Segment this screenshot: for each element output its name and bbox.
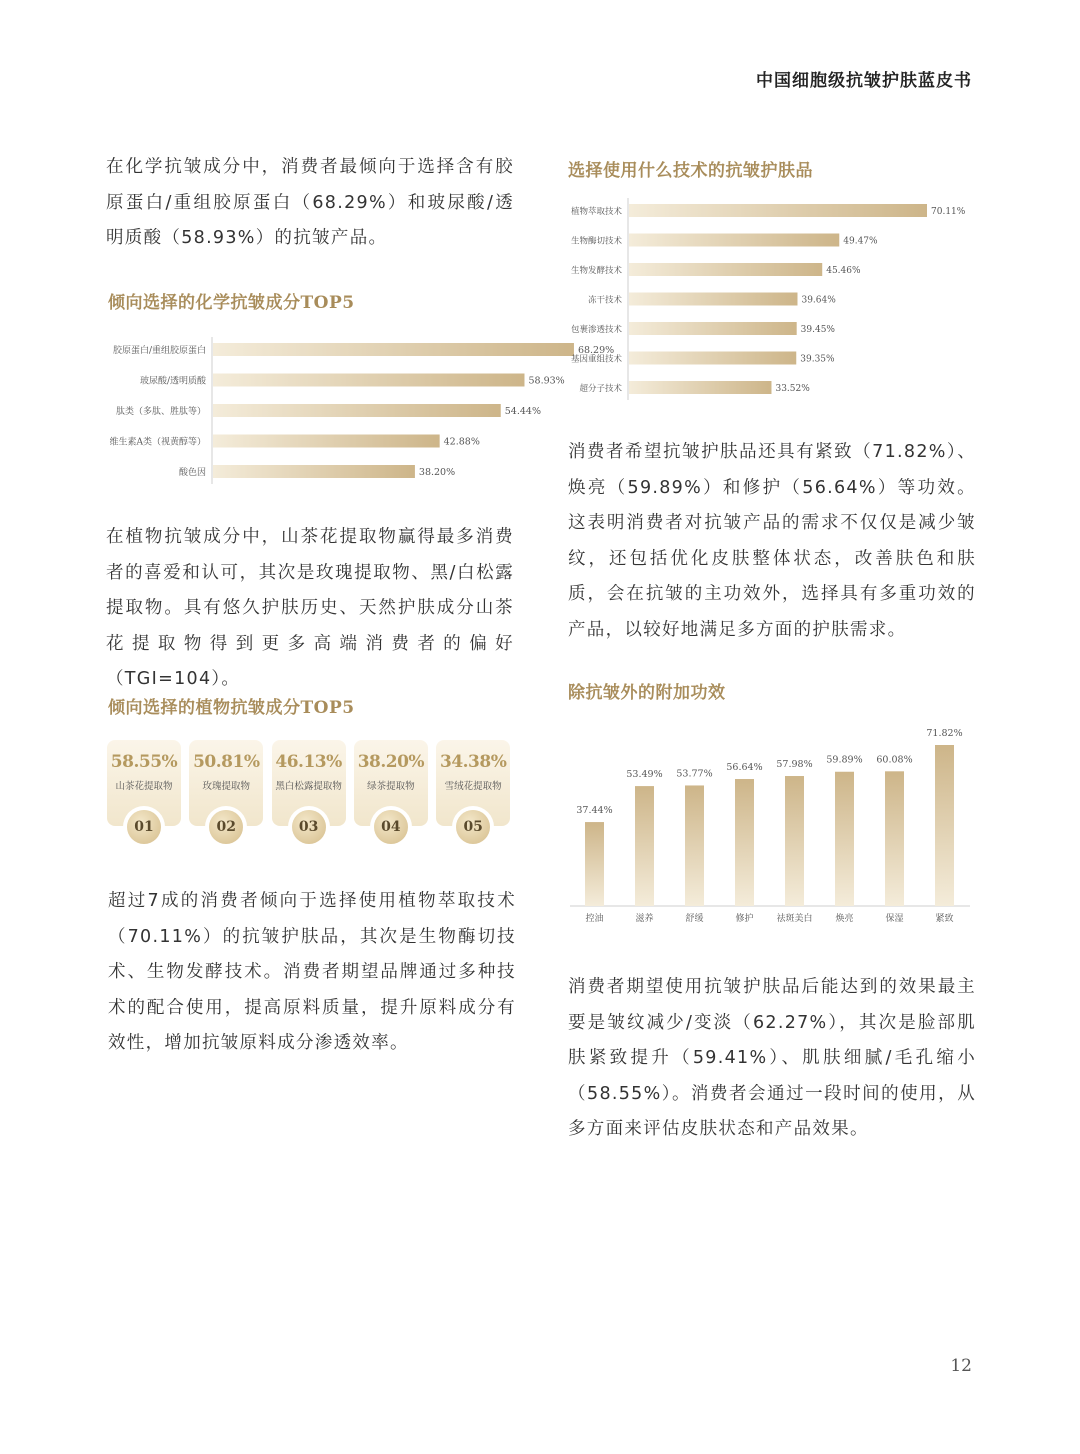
plant-rank-badge: 05 bbox=[456, 810, 490, 844]
effect-chart-title: 除抗皱外的附加功效 bbox=[568, 683, 726, 703]
value-label: 53.49% bbox=[626, 769, 663, 781]
plant-card-percent: 58.55% bbox=[110, 752, 178, 772]
category-label: 维生素A类（视黄醇等） bbox=[109, 437, 206, 448]
plant-card-percent: 38.20% bbox=[357, 752, 425, 772]
category-label: 胶原蛋白/重组胶原蛋白 bbox=[112, 346, 206, 356]
plant-card-percent: 34.38% bbox=[439, 752, 507, 772]
value-label: 70.11% bbox=[931, 207, 966, 217]
plant-card-name: 雪绒花提取物 bbox=[444, 781, 502, 792]
category-label: 植物萃取技术 bbox=[570, 207, 622, 217]
category-label: 焕亮 bbox=[835, 914, 854, 924]
category-label: 玻尿酸/透明质酸 bbox=[139, 376, 206, 387]
plant-rank-badge: 03 bbox=[292, 810, 326, 844]
category-label: 生物酶切技术 bbox=[570, 236, 622, 247]
bar bbox=[685, 785, 704, 906]
chem-chart-title: 倾向选择的化学抗皱成分TOP5 bbox=[108, 293, 355, 313]
value-label: 37.44% bbox=[576, 805, 613, 817]
category-label: 舒缓 bbox=[685, 914, 704, 924]
category-label: 冻干技术 bbox=[587, 295, 622, 306]
category-label: 紧致 bbox=[935, 914, 954, 924]
category-label: 超分子技术 bbox=[579, 384, 622, 394]
value-label: 38.20% bbox=[418, 467, 456, 478]
plant-section-title: 倾向选择的植物抗皱成分TOP5 bbox=[108, 698, 355, 718]
plant-rank-badge: 04 bbox=[374, 810, 408, 844]
category-label: 包裹渗透技术 bbox=[570, 325, 622, 335]
value-label: 56.64% bbox=[726, 762, 763, 774]
value-label: 71.82% bbox=[926, 728, 963, 739]
category-label: 保湿 bbox=[885, 914, 904, 924]
value-label: 39.64% bbox=[801, 295, 836, 306]
page-number: 12 bbox=[950, 1356, 972, 1376]
value-label: 42.88% bbox=[443, 436, 480, 448]
bar bbox=[835, 772, 854, 906]
para-plant-intro: 在植物抗皱成分中，山茶花提取物赢得最多消费者的喜爱和认可，其次是玫瑰提取物、黑/白松露提取物。具有悠久护肤历史、天然护肤成分山茶花提取物得到更多高端消费者的偏好（TGI=104）。 bbox=[106, 527, 514, 689]
bar bbox=[629, 263, 822, 276]
value-label: 59.89% bbox=[826, 754, 863, 766]
bar bbox=[629, 381, 771, 394]
effect-column-chart bbox=[560, 720, 980, 935]
bar bbox=[635, 786, 654, 906]
value-label: 45.46% bbox=[826, 266, 861, 276]
bar bbox=[629, 322, 797, 335]
category-label: 酸色因 bbox=[178, 468, 206, 478]
para-effects: 消费者希望抗皱护肤品还具有紧致（71.82%）、焕亮（59.89%）和修护（56.64%）等功效。这表明消费者对抗皱产品的需求不仅仅是减少皱纹，还包括优化皮肤整体状态，改善肤色和肤质，会在抗皱的主功效外，选择具有多重功效的产品，以较好地满足多方面的护肤需求。 bbox=[568, 442, 976, 640]
header-title: 中国细胞级抗皱护肤蓝皮书 bbox=[756, 71, 972, 91]
category-label: 滋养 bbox=[635, 914, 654, 924]
para-chemical-intro: 在化学抗皱成分中，消费者最倾向于选择含有胶原蛋白/重组胶原蛋白（68.29%）和玻尿酸/透明质酸（58.93%）的抗皱产品。 bbox=[106, 157, 514, 248]
category-label: 肽类（多肽、胜肽等） bbox=[115, 407, 206, 417]
bar bbox=[213, 435, 440, 448]
bar bbox=[885, 771, 904, 906]
para-results: 消费者期望使用抗皱护肤品后能达到的效果最主要是皱纹减少/变淡（62.27%），其次是脸部肌肤紧致提升（59.41%）、肌肤细腻/毛孔缩小（58.55%）。消费者会通过一段时间的使用，从多方面来评估皮肤状态和产品效果。 bbox=[568, 977, 976, 1139]
value-label: 57.98% bbox=[776, 759, 813, 771]
bar bbox=[585, 822, 604, 906]
bar bbox=[213, 343, 574, 356]
bar bbox=[213, 374, 524, 387]
bar bbox=[629, 293, 797, 306]
bar bbox=[935, 745, 954, 906]
value-label: 49.47% bbox=[843, 236, 878, 247]
category-label: 控油 bbox=[585, 914, 604, 924]
plant-card-name: 黑白松露提取物 bbox=[275, 781, 342, 792]
category-label: 修护 bbox=[735, 914, 754, 924]
tech-bar-chart bbox=[560, 192, 980, 404]
value-label: 68.29% bbox=[577, 345, 615, 356]
bar bbox=[629, 204, 927, 217]
bar bbox=[213, 404, 501, 417]
plant-card-percent: 46.13% bbox=[275, 752, 342, 772]
category-label: 基因重组技术 bbox=[570, 354, 622, 365]
para-technology: 超过7成的消费者倾向于选择使用植物萃取技术（70.11%）的抗皱护肤品，其次是生物酶切技术、生物发酵技术。消费者期望品牌通过多种技术的配合使用，提高原料质量，提升原料成分有效性，增加抗皱原料成分渗透效率。 bbox=[108, 891, 516, 1053]
plant-card-name: 绿茶提取物 bbox=[367, 781, 415, 792]
bar bbox=[735, 779, 754, 906]
plant-card-name: 山茶花提取物 bbox=[115, 781, 173, 792]
value-label: 33.52% bbox=[775, 384, 810, 394]
bar bbox=[785, 776, 804, 906]
category-label: 祛斑美白 bbox=[776, 914, 813, 924]
bar bbox=[629, 352, 796, 365]
bar bbox=[213, 465, 415, 478]
value-label: 60.08% bbox=[876, 754, 913, 766]
plant-card-percent: 50.81% bbox=[193, 752, 260, 772]
bar bbox=[629, 234, 839, 247]
value-label: 39.45% bbox=[800, 325, 836, 335]
plant-card-name: 玫瑰提取物 bbox=[202, 781, 251, 792]
value-label: 53.77% bbox=[676, 768, 713, 780]
category-label: 生物发酵技术 bbox=[570, 266, 622, 276]
value-label: 39.35% bbox=[800, 354, 835, 365]
plant-rank-badge: 01 bbox=[127, 810, 161, 844]
tech-chart-title: 选择使用什么技术的抗皱护肤品 bbox=[568, 161, 813, 181]
value-label: 54.44% bbox=[504, 406, 541, 417]
value-label: 58.93% bbox=[528, 375, 565, 387]
plant-rank-badge: 02 bbox=[209, 810, 243, 844]
